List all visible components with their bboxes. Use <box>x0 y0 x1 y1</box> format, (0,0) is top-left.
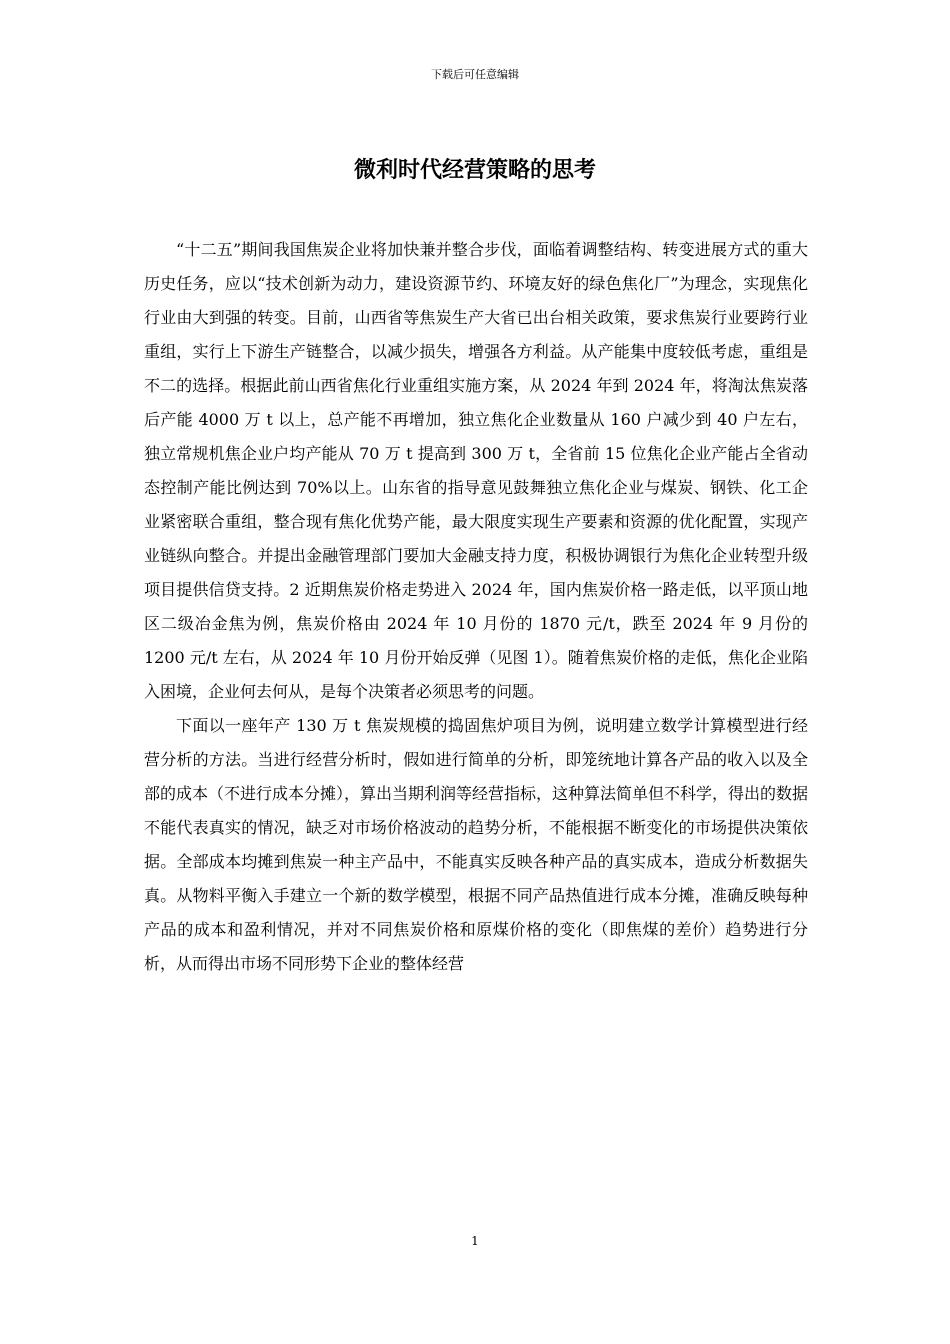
document-title: 微利时代经营策略的思考 <box>353 157 596 183</box>
body-paragraph: “十二五”期间我国焦炭企业将加快兼并整合步伐，面临着调整结构、转变进展方式的重大历史任务，应以“技术创新为动力，建设资源节约、环境友好的绿色焦化厂”为理念，实现焦化行业由大到强的转变。目前，山西省等焦炭生产大省已出台相关政策，要求焦炭行业要跨行业重组，实行上下游生产链整合，以减少损失，增强各方利益。从产能集中度较低考虑，重组是不二的选择。根据此前山西省焦化行业重组实施方案，从 2024 年到 2024 年，将淘汰焦炭落后产能 4000 万 t 以上，总产能不再增加，独立焦化企业数量从 160 户减少到 40 户左右，独立常规机焦企业户均产能从 70 万 t 提高到 300 万 t，全省前 15 位焦化企业产能占全省动态控制产能比例达到 70%以上。山东省的指导意见鼓舞独立焦化企业与煤炭、钢铁、化工企业紧密联合重组，整合现有焦化优势产能，最大限度实现生产要素和资源的优化配置，实现产业链纵向整合。并提出金融管理部门要加大金融支持力度，积极协调银行为焦化企业转型升级项目提供信贷支持。2 近期焦炭价格走势进入 2024 年，国内焦炭价格一路走低，以平顶山地区二级冶金焦为例，焦炭价格由 2024 年 10 月份的 1870 元/t，跌至 2024 年 9 月份的 1200 元/t 左右，从 2024 年 10 月份开始反弹（见图 1）。随着焦炭价格的走低，焦化企业陷入困境，企业何去何从，是每个决策者必须思考的问题。 <box>144 240 808 701</box>
document-body <box>144 233 808 981</box>
body-paragraph: 下面以一座年产 130 万 t 焦炭规模的捣固焦炉项目为例，说明建立数学计算模型进行经营分析的方法。当进行经营分析时，假如进行简单的分析，即笼统地计算各产品的收入以及全部的成本（不进行成本分摊），算出当期利润等经营指标，这种算法简单但不科学，得出的数据不能代表真实的情况，缺乏对市场价格波动的趋势分析，不能根据不断变化的市场提供决策依据。全部成本均摊到焦炭一种主产品中，不能真实反映各种产品的真实成本，造成分析数据失真。从物料平衡入手建立一个新的数学模型，根据不同产品热值进行成本分摊，准确反映每种产品的成本和盈利情况，并对不同焦炭价格和原煤价格的变化（即焦煤的差价）趋势进行分析，从而得出市场不同形势下企业的整体经营 <box>144 716 809 973</box>
page-number: 1 <box>471 1234 479 1248</box>
header-note: 下载后可任意编辑 <box>431 68 519 81</box>
